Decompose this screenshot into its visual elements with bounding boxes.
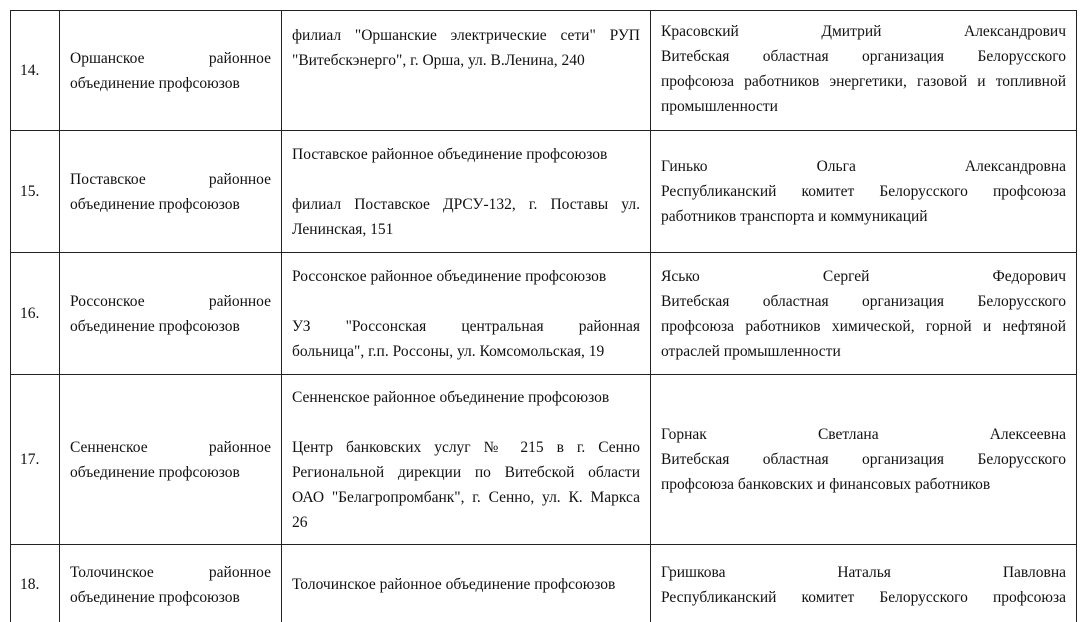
location-line: УЗ "Россонская центральная районная	[292, 317, 640, 335]
association-cell	[60, 545, 282, 622]
person-org-line: работников транспорта и коммуникаций	[661, 208, 928, 225]
association-cell	[60, 375, 282, 545]
association-cell	[60, 131, 282, 253]
person-name: Гинько Ольга Александровна	[661, 158, 1066, 175]
person-cell	[651, 11, 1077, 131]
person-org-line: Республиканский комитет Белорусского профсоюза	[661, 183, 1066, 200]
person-org-line: Республиканский комитет Белорусского профсоюза	[661, 588, 1066, 606]
person-org-line: профсоюза работников энергетики, газовой и топливной	[661, 73, 1066, 90]
location-head: Поставское районное объединение профсоюзов	[292, 145, 608, 163]
person-org-line: Витебская областная организация Белорусского	[661, 48, 1066, 65]
association-line: Сенненское районное	[70, 438, 271, 456]
location-line: Региональной дирекции по Витебской области	[292, 463, 640, 481]
location-line: Ленинская, 151	[292, 220, 394, 238]
location-head: Сенненское районное объединение профсоюзов	[292, 388, 610, 406]
location-cell	[282, 131, 651, 253]
table-row	[11, 253, 1077, 375]
location-line: Центр банковских услуг № 215 в г. Сенно	[292, 438, 640, 456]
table-row	[11, 11, 1077, 131]
person-name: Гришкова Наталья Павловна	[661, 563, 1066, 581]
association-line: Оршанское районное	[70, 49, 271, 67]
person-name: Ясько Сергей Федорович	[661, 267, 1066, 285]
person-cell	[651, 253, 1077, 375]
person-org-line: профсоюза банковских и финансовых работников	[661, 476, 991, 493]
person-cell	[651, 375, 1077, 545]
row-number: 18.	[11, 545, 60, 622]
row-number: 15.	[11, 131, 60, 253]
association-line: объединение профсоюзов	[70, 317, 240, 335]
association-line: Толочинское районное	[70, 563, 271, 581]
location-head: Толочинское районное объединение профсоюзов	[292, 576, 616, 593]
location-cell	[282, 11, 651, 131]
association-cell	[60, 253, 282, 375]
location-line: больница", г.п. Россоны, ул. Комсомольская, 19	[292, 342, 605, 360]
person-cell	[651, 131, 1077, 253]
table-row	[11, 131, 1077, 253]
location-line: ОАО "Белагропромбанк", г. Сенно, ул. К. Маркса	[292, 488, 640, 506]
location-line: филиал Поставское ДРСУ-132, г. Поставы ул.	[292, 195, 640, 213]
table-row	[11, 375, 1077, 545]
person-org-line: Витебская областная организация Белорусского	[661, 451, 1066, 468]
association-line: объединение профсоюзов	[70, 74, 240, 92]
row-number: 14.	[11, 11, 60, 131]
association-line: Поставское районное	[70, 170, 271, 188]
person-org-line: отраслей промышленности	[661, 342, 841, 360]
location-line: филиал "Оршанские электрические сети" РУП	[292, 27, 640, 44]
row-number: 17.	[11, 375, 60, 545]
location-cell	[282, 545, 651, 622]
location-head: Россонское районное объединение профсоюзов	[292, 267, 607, 285]
association-line: объединение профсоюзов	[70, 588, 240, 606]
location-cell	[282, 253, 651, 375]
person-org-line: профсоюза работников химической, горной и нефтяной	[661, 317, 1066, 335]
person-cell	[651, 545, 1077, 622]
person-name: Горнак Светлана Алексеевна	[661, 426, 1066, 443]
location-line: 26	[292, 513, 308, 531]
union-table	[10, 10, 1077, 622]
location-line: "Витебскэнерго", г. Орша, ул. В.Ленина, 240	[292, 52, 585, 69]
association-line: объединение профсоюзов	[70, 463, 240, 481]
person-name: Красовский Дмитрий Александрович	[661, 23, 1066, 40]
location-cell	[282, 375, 651, 545]
person-org-line: Витебская областная организация Белорусского	[661, 292, 1066, 310]
person-org-line: промышленности	[661, 98, 778, 115]
association-cell	[60, 11, 282, 131]
association-line: объединение профсоюзов	[70, 195, 240, 213]
table-row	[11, 545, 1077, 622]
association-line: Россонское районное	[70, 292, 271, 310]
row-number: 16.	[11, 253, 60, 375]
